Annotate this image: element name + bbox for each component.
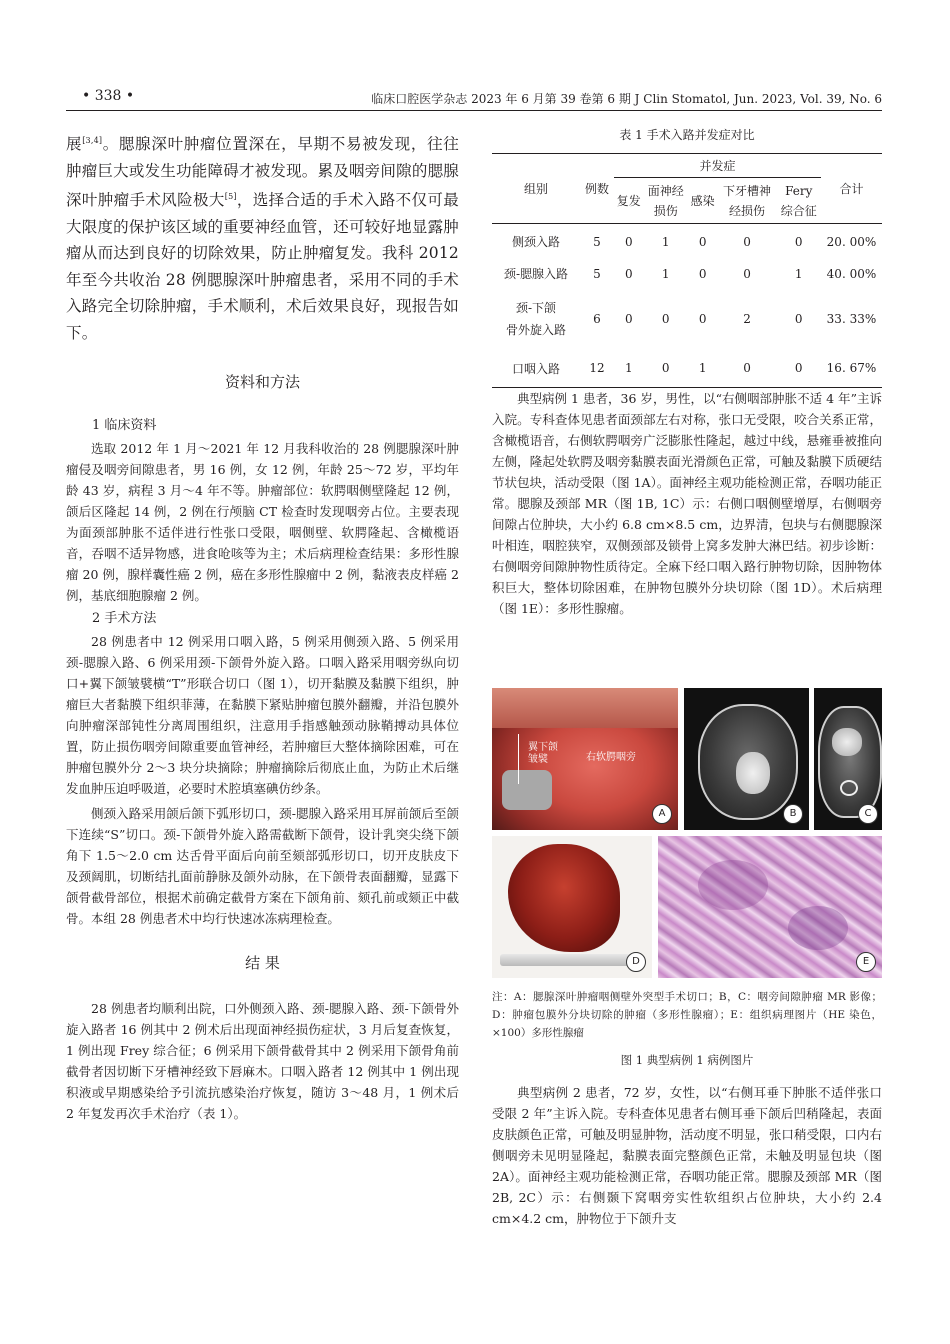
- surgery-paragraph-1: 28 例患者中 12 例采用口咽入路，5 例采用侧颈入路、5 例采用颈-腮腺入路、6 例采用颈-下颌骨外旋入路。口咽入路采用咽旁纵向切口+翼下颌皱襞横“T”形联合切口（图 1），切开黏膜及黏膜下组织，肿瘤巨大者黏膜下组织菲薄，在黏膜下紧贴肿瘤包膜外翻瓣，并沿包膜外向肿瘤深部钝性分离周围组织，注意用手指感触颈动脉鞘搏动具体位置，防止损伤咽旁间隙重要血管神经，若肿瘤巨大整体摘除困难，可在肿瘤包膜外分 2～3 块分块摘除；肿瘤摘除后彻底止血，为防止术后继发血肿压迫呼吸道，必要时术腔填塞碘仿纱条。: [66, 634, 459, 797]
- table-1: [492, 126, 882, 388]
- subheading-clinical: 1 临床资料: [92, 418, 157, 434]
- neck-outline: [818, 706, 882, 818]
- table-row: 颈-下颌 骨外旋入路 6 0 0 0 2 0 33. 33%: [505, 300, 877, 337]
- table-row: 颈-腮腺入路 5 0 1 0 0 1 40. 00%: [503, 266, 877, 281]
- case1-paragraph: 典型病例 1 患者，36 岁，男性，以“右侧咽部肿胀不适 4 年”主诉入院。专科查体见患者面颈部左右对称，张口无受限，咬合关系正常，含橄榄语音，右侧软腭咽旁广泛膨胀性隆起，越过中线，悬雍垂被推向左侧，隆起处软腭及咽旁黏膜表面光滑颜色正常，可触及黏膜下质硬结节状包块，活动受限（图 1A）。面神经主观功能检测正常，吞咽功能正常。腮腺及颈部 MR（图 1B, 1C）示：右侧口咽侧壁增厚，右侧咽旁间隙占位肿块，大小约 6.8 cm×8.5 cm，边界清，包块与右侧腮腺深叶相连，咽腔狭窄，双侧颈部及锁骨上窝多发肿大淋巴结。初步诊断：右侧咽旁间隙肿物性质待定。全麻下经口咽入路行肿物切除，因肿物体积巨大，整体切除困难，在肿物包膜外分块切除（图 1D）。术后病理（图 1E）：多形性腺瘤。: [492, 391, 882, 616]
- tumor-region: [736, 752, 770, 794]
- retractor: [502, 770, 552, 810]
- case2-block: [492, 1082, 882, 1229]
- th-total: 合计: [821, 154, 882, 224]
- tumor-specimen: [508, 844, 620, 952]
- th-group: 组别: [492, 154, 580, 224]
- intro-paragraph: 展[3,4]。腮腺深叶肿瘤位置深在，早期不易被发现，往往肿瘤巨大或发生功能障碍才被发现。累及咽旁间隙的腮腺深叶肿瘤手术风险极大[5]，选择合适的手术入路不仅可最大限度的保护该区域的重要神经血管，还可较好地显露肿瘤从而达到良好的切除效果，防止肿瘤复发。我科 2012 年至今共收治 28 例腮腺深叶肿瘤患者，采用不同的手术入路完全切除肿瘤，手术顺利，术后效果良好，现报告如下。: [66, 135, 459, 342]
- airway: [840, 780, 858, 796]
- citation: [5]: [224, 192, 237, 202]
- panel-label: B: [783, 804, 803, 824]
- lip-region: [492, 688, 678, 728]
- subheading-surgery: 2 手术方法: [92, 611, 157, 627]
- figure-title: 图 1 典型病例 1 病例图片: [620, 1053, 754, 1067]
- th-alveolar: 下牙槽神 经损伤: [717, 178, 776, 224]
- page-number: • 338 •: [82, 88, 135, 104]
- figure-note: 注：A：腮腺深叶肿瘤咽侧壁外突型手术切口；B，C：咽旁间隙肿瘤 MR 影像；D：肿瘤包膜外分块切除的肿瘤（多形性腺瘤）；E：组织病理图片（HE 染色，×100）多形性腺瘤: [492, 991, 882, 1039]
- panel-label: D: [626, 952, 646, 972]
- figure-1a-photo: [492, 688, 678, 830]
- label-pterygomandibular: 翼下颌皱襞: [528, 742, 558, 765]
- section-heading-methods: 资料和方法: [224, 373, 300, 392]
- label-soft-palate: 右软腭咽旁: [586, 752, 636, 763]
- clinical-paragraph: 选取 2012 年 1 月～2021 年 12 月我科收治的 28 例腮腺深叶肿瘤侵及咽旁间隙患者，男 16 例，女 12 例，年龄 25～72 岁，平均年龄 43 岁，病程 3 月～4 年不等。肿瘤部位：软腭咽侧壁隆起 12 例，颌后区隆起 14 例，2 例在行颅脑 CT 检查时发现咽旁占位。主要表现为面颈部肿胀不适伴进行性张口受限，咽侧壁、软腭隆起、含橄榄语音，吞咽不适异物感，进食呛咳等为主；术后病理检查结果：多形性腺瘤 20 例，腺样囊性癌 2 例，癌在多形性腺瘤中 2 例，黏液表皮样癌 2 例，基底细胞腺瘤 2 例。: [66, 441, 459, 604]
- left-column: [66, 128, 459, 1124]
- figure-1e-histology: [658, 836, 882, 978]
- th-recur: 复发: [614, 178, 644, 224]
- tissue-cluster: [788, 906, 848, 950]
- th-infection: 感染: [688, 178, 718, 224]
- th-complications: 并发症: [614, 154, 821, 178]
- table-title: 表 1 手术入路并发症对比: [619, 128, 755, 142]
- table-row: 口咽入路 12 1 0 1 0 0 16. 67%: [511, 361, 877, 376]
- figure-1c-mri: [814, 688, 882, 830]
- panel-label: C: [858, 804, 878, 824]
- th-cases: 例数: [580, 154, 614, 224]
- tissue-cluster: [698, 860, 768, 910]
- th-facial: 面神经 损伤: [644, 178, 688, 224]
- panel-label: E: [856, 952, 876, 972]
- results-paragraph: 28 例患者均顺利出院，口外侧颈入路、颈-腮腺入路、颈-下颌骨外旋入路者 16 例其中 2 例术后出现面神经损伤症状，3 月后复查恢复，1 例出现 Frey 综合征；6 例采用下颌骨截骨其中 2 例采用下颌骨角前截骨者因切断下牙槽神经致下唇麻木。口咽入路者 12 例其中 1 例出现积液或早期感染给予引流抗感染治疗恢复，随访 3～48 月，1 例术后 2 年复发再次手术治疗（表 1）。: [66, 1001, 459, 1122]
- th-frey: Fery 综合征: [777, 178, 821, 224]
- figure-1d-specimen: [492, 836, 652, 978]
- incision-line: [518, 734, 519, 784]
- tumor-region: [832, 728, 862, 756]
- figure-1b-mri: [684, 688, 809, 830]
- journal-header: 临床口腔医学杂志 2023 年 6 月第 39 卷第 6 期 J Clin Stomatol, Jun. 2023, Vol. 39, No. 6: [371, 92, 882, 106]
- case1-block: [492, 388, 882, 619]
- header-rule: [66, 110, 882, 111]
- syringe-scale: [500, 954, 630, 966]
- panel-label: A: [652, 804, 672, 824]
- citation: [3,4]: [82, 136, 103, 145]
- section-heading-results: 结 果: [245, 954, 280, 973]
- complication-table: [492, 153, 882, 388]
- case2-paragraph: 典型病例 2 患者，72 岁，女性，以“右侧耳垂下肿胀不适伴张口受限 2 年”主诉入院。专科查体见患者右侧耳垂下颌后凹稍隆起，表面皮肤颜色正常，可触及明显肿物，活动度不明显，张口稍受限，口内右侧咽旁未见明显隆起，黏膜表面完整颜色正常，未触及明显包块（图 2A）。面神经主观功能检测正常，吞咽功能正常。腮腺及颈部 MR（图 2B, 2C）示：右侧颞下窝咽旁实性软组织占位肿块，大小约 2.4 cm×4.2 cm，肿物位于下颌升支: [492, 1085, 882, 1226]
- table-row: 侧颈入路 5 0 1 0 0 0 20. 00%: [511, 234, 877, 250]
- surgery-paragraph-2: 侧颈入路采用颌后颌下弧形切口，颈-腮腺入路采用耳屏前颌后至颌下连续“S”切口。颈-下颌骨外旋入路需截断下颌骨，设计乳突尖绕下颌角下 1.5～2.0 cm 达舌骨平面后向前至颏部弧形切口，切开皮肤皮下及颈阔肌，切断结扎面前静脉及颌外动脉，在下颌骨表面翻瓣，显露下颌骨截骨部位，根据术前确定截骨方案在下颌角前、颏孔前或颏正中截骨。本组 28 例患者术中均行快速冰冻病理检查。: [66, 806, 459, 927]
